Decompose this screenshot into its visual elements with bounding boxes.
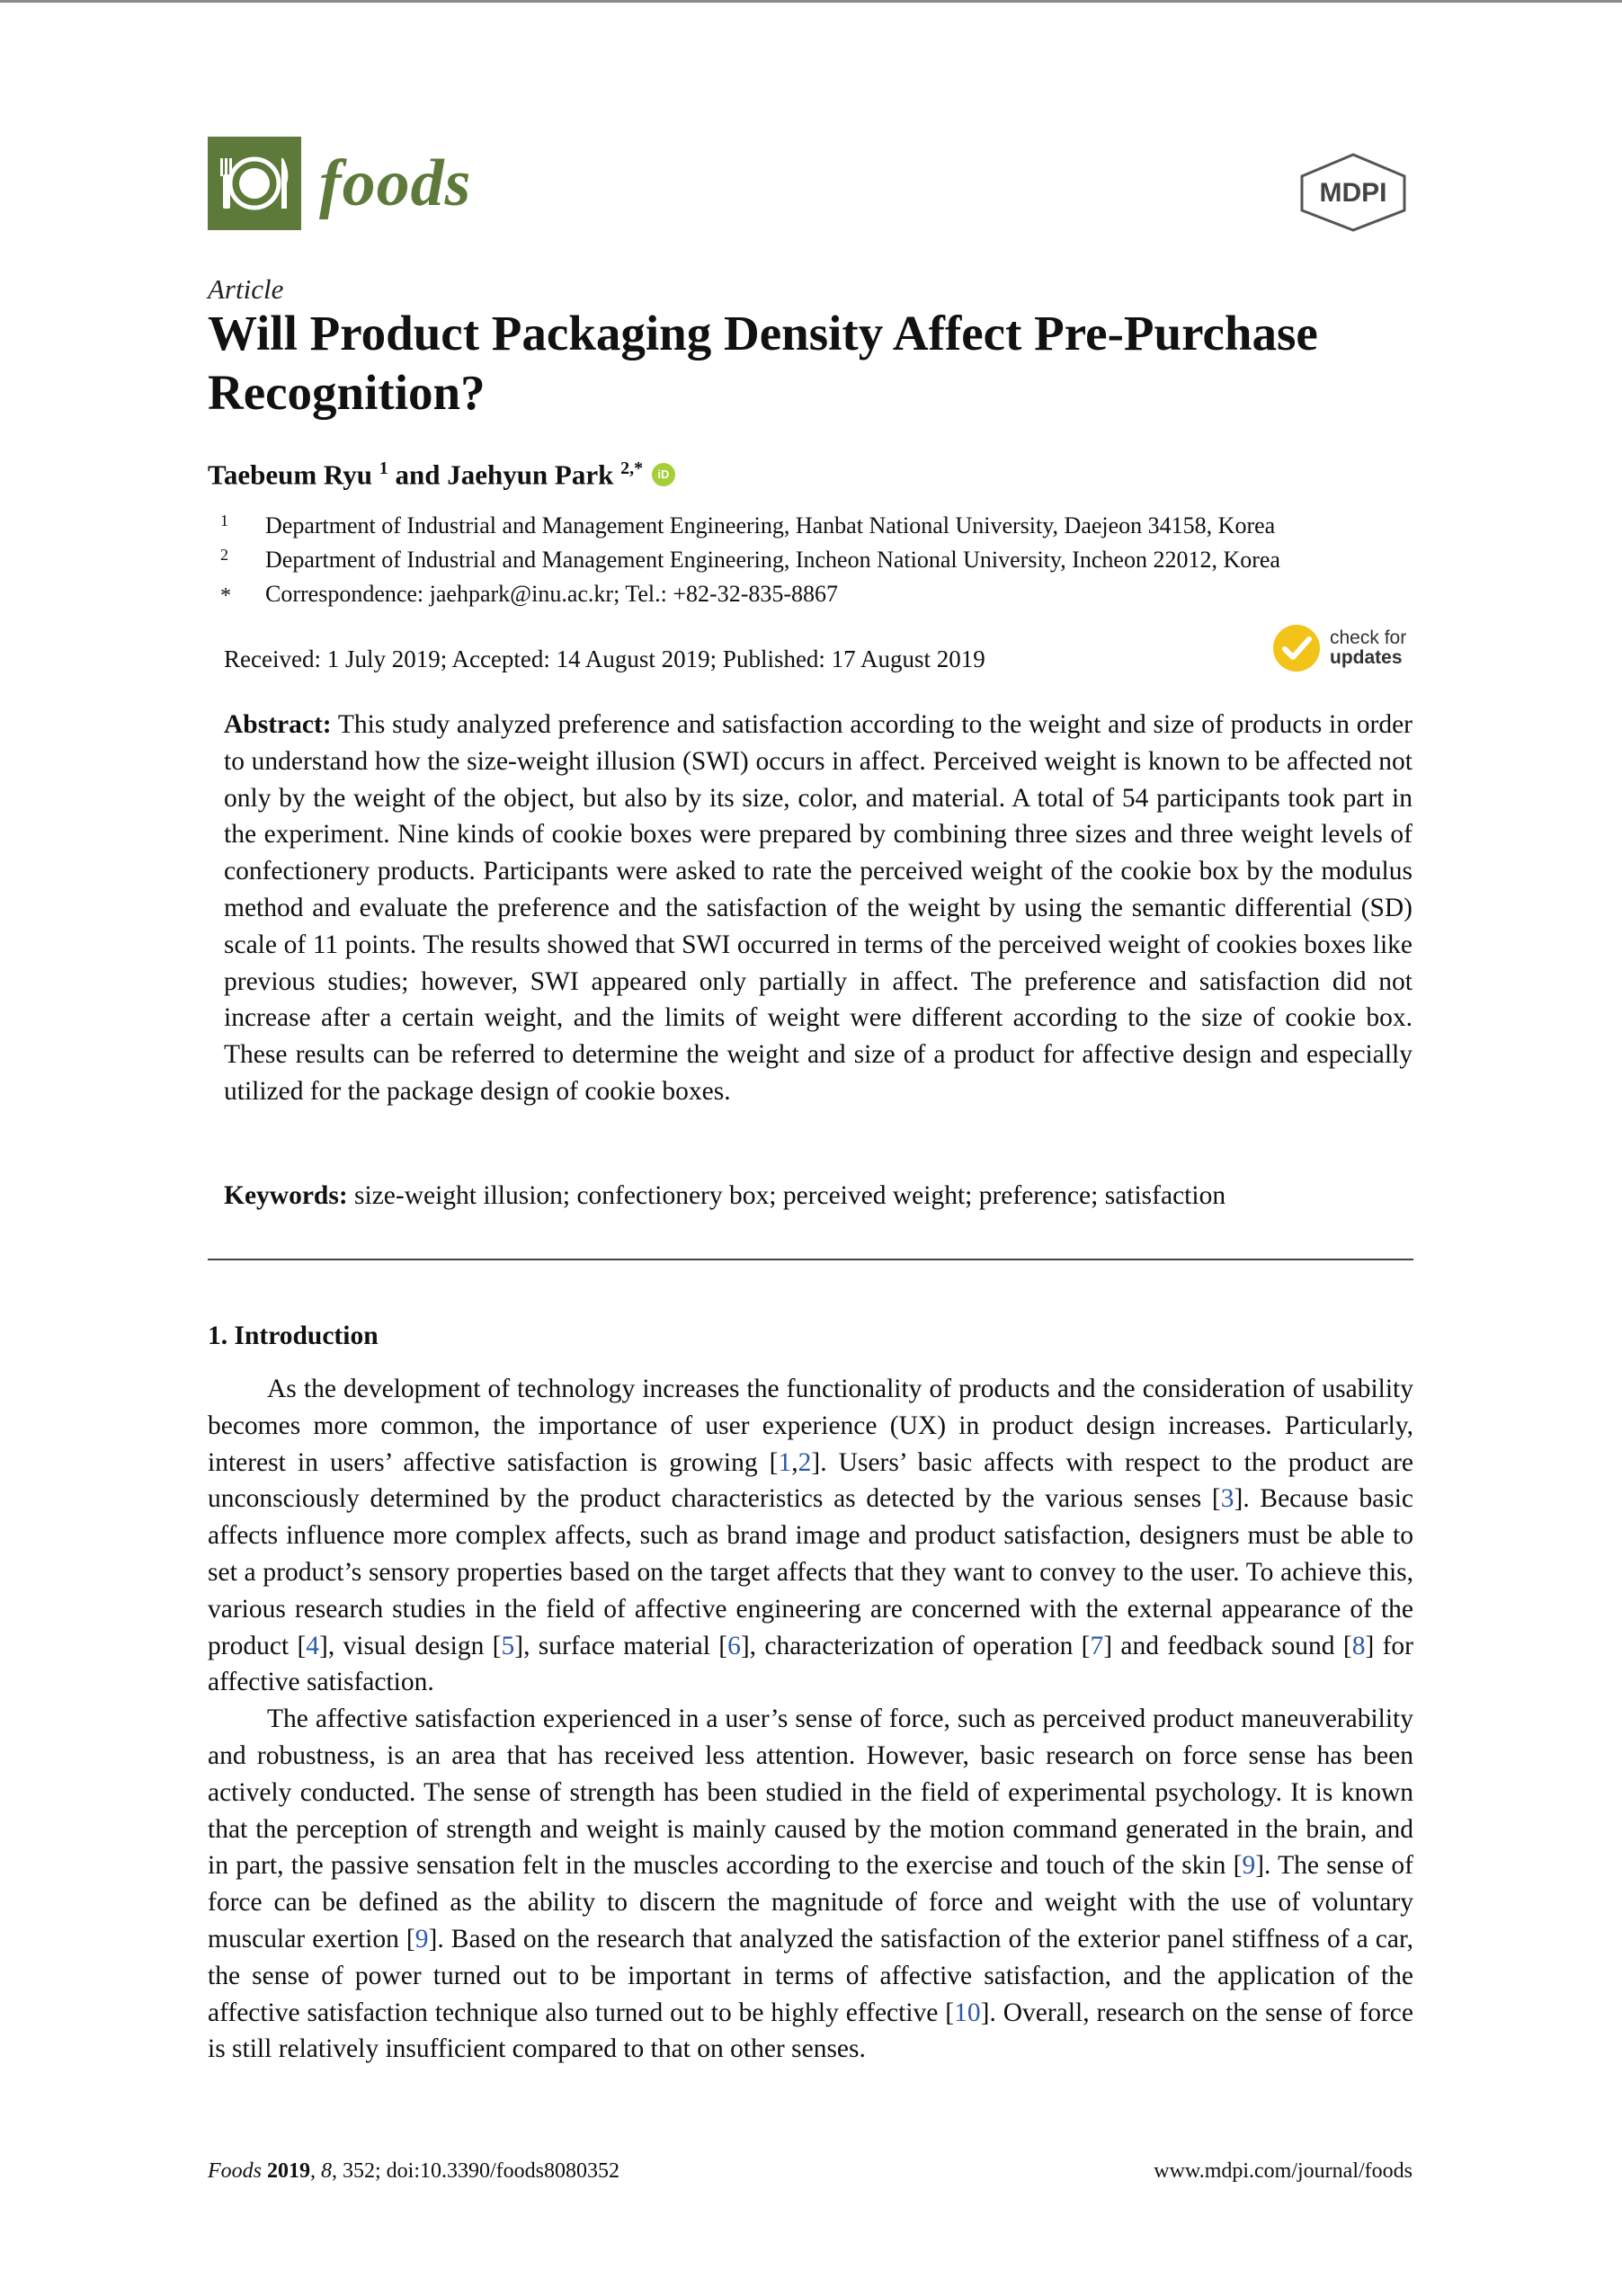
footer-year: 2019 [267, 2159, 310, 2183]
reference-link[interactable]: 4 [306, 1631, 320, 1660]
footer-journal: Foods [208, 2159, 262, 2183]
divider [208, 1259, 1413, 1260]
keywords-label: Keywords: [224, 1181, 348, 1210]
author-joiner: and [395, 458, 441, 491]
reference-link[interactable]: 10 [954, 1998, 981, 2027]
author-affil-sup: 2,* [620, 458, 644, 478]
keywords [224, 1181, 1413, 1211]
check-for-updates-badge[interactable] [1272, 624, 1406, 672]
affiliation-mark: 2 [220, 546, 228, 564]
affiliation-mark: 1 [220, 512, 228, 530]
paragraph-text: As the development of technology increases the functionality of products and the consideration of usability becomes more common, the importance of user experience (UX) in product design increases. Particularly, interest in users’ affective satisfaction is growing [ [208, 1375, 1413, 1477]
affiliation-text: Department of Industrial and Management Engineering, Incheon National University, Incheon 22012, Korea [265, 547, 1280, 573]
citation-footer: Foods 2019, 8, 352; doi:10.3390/foods8080352 [208, 2159, 620, 2183]
paragraph-text: ]. Overall, research on the sense of force is still relatively insufficient compared to that on other senses. [208, 1998, 1413, 2064]
reference-link[interactable]: 3 [1220, 1484, 1234, 1514]
paragraph-text: ] and feedback sound [ [1103, 1631, 1352, 1660]
paragraph-text: ]. Because basic affects influence more complex affects, such as brand image and product satisfaction, designers must be able to set a product’s sensory properties based on the target affects that they want to convey to the user. To achieve this, various research studies in the field of affective engineering are concerned with the external appearance of the product [ [208, 1484, 1414, 1660]
reference-link[interactable]: 9 [1242, 1851, 1256, 1881]
affiliation-mark: * [220, 584, 231, 608]
check-updates-line2: updates [1330, 647, 1403, 668]
section-heading: 1. Introduction [208, 1322, 379, 1350]
abstract [224, 707, 1413, 1110]
footer-doi: , 352; doi:10.3390/foods8080352 [332, 2159, 620, 2183]
journal-name: foods [319, 147, 472, 220]
affiliation-item [220, 509, 1416, 543]
paragraph-text: ] for affective satisfaction. [208, 1631, 1414, 1697]
affiliation-text: Department of Industrial and Management Engineering, Hanbat National University, Daejeon 34158, Korea [265, 512, 1276, 538]
body-paragraph [208, 1371, 1413, 1701]
paragraph-text: ]. Based on the research that analyzed the satisfaction of the exterior panel stiffness of a car, the sense of power turned out to be important in terms of affective satisfaction, and the application of the affective satisfaction technique also turned out to be highly effective [ [208, 1924, 1413, 2027]
reference-link[interactable]: 2 [798, 1447, 812, 1477]
journal-url[interactable]: www.mdpi.com/journal/foods [1154, 2159, 1413, 2183]
reference-link[interactable]: 6 [727, 1631, 741, 1660]
abstract-text: This study analyzed preference and satisfaction according to the weight and size of products in order to understand how the size-weight illusion (SWI) occurs in affect. Perceived weight is known to be affected not only by the weight of the object, but also by its size, color, and material. A total of 54 participants took part in the experiment. Nine kinds of cookie boxes were prepared by combining three sizes and three weight levels of confectionery products. Participants were asked to rate the perceived weight of the cookie box by the modulus method and evaluate the preference and the satisfaction of the weight by using the semantic differential (SD) scale of 11 points. The results showed that SWI occurred in terms of the perceived weight of cookies boxes like previous studies; however, SWI appeared only partially in affect. The preference and satisfaction did not increase after a certain weight, and the limits of weight were different according to the size of cookie box. These results can be referred to determine the weight and size of a product for affective design and especially utilized for the package design of cookie boxes. [224, 710, 1413, 1106]
footer-volume: 8 [321, 2159, 332, 2183]
keywords-text: size-weight illusion; confectionery box; perceived weight; preference; satisfaction [354, 1181, 1226, 1210]
mdpi-logo[interactable] [1295, 151, 1412, 232]
affiliations [220, 509, 1416, 611]
article-type: Article [208, 273, 284, 305]
checkmark-icon [1272, 624, 1321, 672]
paragraph-text: The affective satisfaction experienced in a user’s sense of force, such as perceived product maneuverability and robustness, is an area that has received less attention. However, basic research on force sense has been actively conducted. The sense of strength has been studied in the field of experimental psychology. It is known that the perception of strength and weight is mainly caused by the motion command generated in the brain, and in part, the passive sensation felt in the muscles according to the exercise and touch of the skin [ [208, 1704, 1413, 1881]
check-updates-line1: check for [1330, 627, 1407, 648]
paragraph-text: ], surface material [ [514, 1631, 728, 1660]
author-name: Jaehyun Park [447, 458, 614, 491]
journal-logo[interactable] [208, 137, 471, 230]
author-list [208, 458, 675, 491]
article-title: Will Product Packaging Density Affect Pre-Purchase Recognition? [208, 306, 1318, 420]
plate-cutlery-icon [208, 137, 301, 230]
paragraph-text: ]. Users’ basic affects with respect to the product are unconsciously determined by the product characteristics as detected by the various senses [ [208, 1447, 1413, 1514]
section-body [208, 1371, 1413, 2068]
reference-link[interactable]: 5 [501, 1631, 515, 1660]
affiliation-item [220, 577, 1416, 611]
reference-link[interactable]: 9 [414, 1924, 429, 1953]
reference-link[interactable]: 1 [778, 1447, 792, 1477]
affiliation-item [220, 543, 1416, 577]
reference-link[interactable]: 8 [1351, 1631, 1366, 1660]
abstract-label: Abstract: [224, 710, 332, 739]
paragraph-text: ], visual design [ [319, 1631, 502, 1660]
publication-dates: Received: 1 July 2019; Accepted: 14 August 2019; Published: 17 August 2019 [224, 645, 985, 672]
paragraph-text: ]. The sense of force can be defined as the ability to discern the magnitude of force and weight with the use of voluntary muscular exertion [ [208, 1851, 1413, 1953]
correspondence-text[interactable]: Correspondence: jaehpark@inu.ac.kr; Tel.: +82-32-835-8867 [265, 581, 839, 607]
paragraph-text: , [791, 1447, 798, 1477]
mdpi-logo-text: MDPI [1319, 178, 1387, 208]
author-name: Taebeum Ryu [208, 458, 372, 491]
body-paragraph [208, 1701, 1413, 2068]
paragraph-text: ], characterization of operation [ [740, 1631, 1091, 1660]
top-border [0, 0, 1622, 3]
orcid-icon[interactable]: iD [652, 463, 675, 486]
reference-link[interactable]: 7 [1090, 1631, 1104, 1660]
author-affil-sup: 1 [379, 458, 388, 478]
